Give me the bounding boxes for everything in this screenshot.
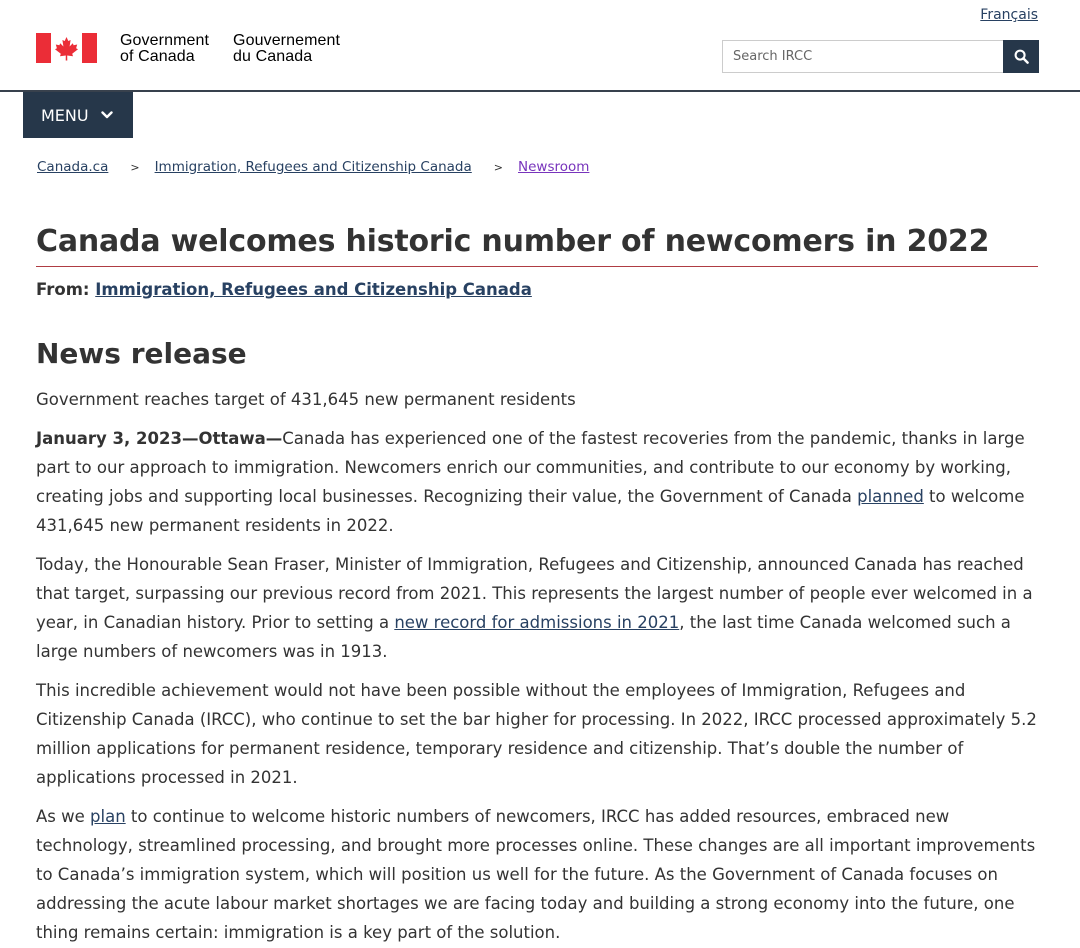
search-button[interactable] [1003, 40, 1039, 73]
p1-text-b: to welcome 431,645 new permanent residents in 2022. [36, 487, 1025, 535]
paragraph-1 [36, 424, 1041, 540]
from-label: From: [36, 280, 90, 299]
p2-text-b: , the last time Canada welcomed such a large numbers of newcomers was in 1913. [36, 613, 1011, 661]
wordmark-fr-line2: du Canada [233, 48, 313, 65]
breadcrumb-ircc[interactable]: Immigration, Refugees and Citizenship Canada [154, 159, 472, 175]
article-body [36, 385, 1041, 948]
paragraph-2 [36, 550, 1041, 666]
p1-text-a: Canada has experienced one of the fastest recoveries from the pandemic, thanks in large part to our approach to immigration. Newcomers enrich our communities, and contribute to our economy by working, creating jobs and supporting local businesses. Recognizing their value, the Government of Canada [36, 429, 1025, 506]
wordmark-english [120, 33, 209, 65]
from-line [36, 280, 532, 299]
search-icon [1014, 49, 1029, 64]
wordmark-fr-line1: Gouvernement [233, 32, 341, 49]
dateline: January 3, 2023—Ottawa— [36, 429, 283, 448]
article-subtitle: Government reaches target of 431,645 new permanent residents [36, 390, 576, 409]
wordmark-french [233, 33, 340, 65]
p2-text-a: Today, the Honourable Sean Fraser, Minister of Immigration, Refugees and Citizenship, announced Canada has reached that target, surpassing our previous record from 2021. This represents the largest number of people ever welcomed in a year, in Canadian history. Prior to setting a [36, 555, 1033, 632]
p4-text-b: to continue to welcome historic numbers of newcomers, IRCC has added resources, embraced new technology, streamlined processing, and brought more processes online. These changes are all important improvements to Canada’s immigration system, which will position us well for the future. As the Government of Canada focuses on addressing the acute labour market shortages we are facing today and building a strong economy into the future, one thing remains certain: immigration is a key part of the solution. [36, 807, 1036, 942]
menu-button[interactable] [23, 92, 133, 138]
menu-label: MENU [41, 105, 89, 125]
search-form [722, 40, 1039, 73]
government-of-canada-signature[interactable] [36, 33, 340, 65]
paragraph-3: This incredible achievement would not have been possible without the employees of Immigration, Refugees and Citizenship Canada (IRCC), who continue to set the bar higher for processing. In 2022, IRCC processed approximately 5.2 million applications for permanent residence, temporary residence and citizenship. That’s double the number of applications processed in 2021. [36, 681, 1037, 787]
wordmark-en-line2: of Canada [120, 48, 195, 65]
breadcrumb-canada-ca[interactable]: Canada.ca [37, 159, 109, 175]
plan-link[interactable]: plan [90, 807, 126, 826]
p4-text-a: As we [36, 807, 91, 826]
section-heading: News release [36, 337, 247, 370]
wordmark [120, 33, 340, 65]
wordmark-en-line1: Government [120, 32, 210, 49]
header-divider [0, 90, 1080, 92]
from-department-link[interactable]: Immigration, Refugees and Citizenship Canada [95, 280, 532, 299]
language-toggle-link[interactable]: Français [980, 7, 1038, 23]
planned-link[interactable]: planned [857, 487, 924, 506]
canada-flag-icon [36, 33, 97, 63]
breadcrumb [37, 159, 589, 175]
breadcrumb-separator: > [130, 160, 140, 174]
search-input[interactable] [722, 40, 1003, 73]
breadcrumb-newsroom[interactable]: Newsroom [518, 159, 590, 175]
page-title: Canada welcomes historic number of newcomers in 2022 [36, 224, 1038, 267]
breadcrumb-separator: > [493, 160, 503, 174]
chevron-down-icon [101, 111, 113, 119]
paragraph-4 [36, 802, 1041, 947]
new-record-link[interactable]: new record for admissions in 2021 [394, 613, 680, 632]
